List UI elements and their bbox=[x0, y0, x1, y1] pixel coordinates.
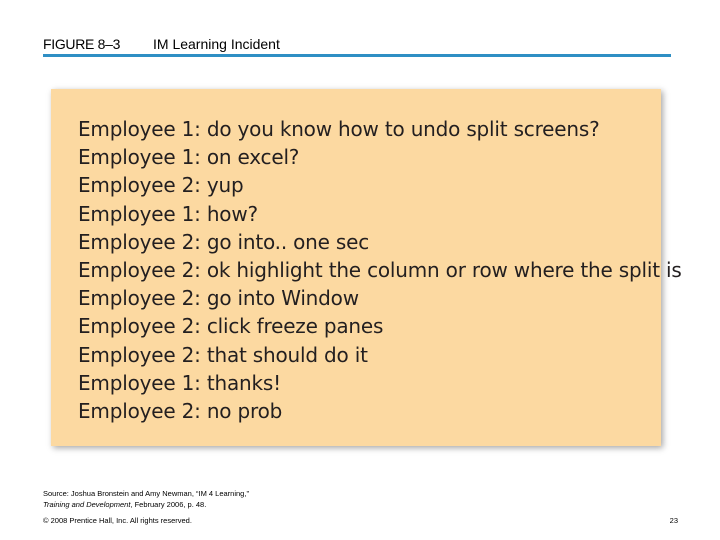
chat-transcript bbox=[78, 115, 682, 425]
source-prefix: Source: Joshua Bronstein and Amy Newman, “IM 4 Learning,” bbox=[43, 489, 249, 498]
page-number: 23 bbox=[669, 516, 678, 525]
im-transcript-panel bbox=[51, 89, 682, 446]
source-citation bbox=[43, 488, 249, 510]
figure-title: IM Learning Incident bbox=[153, 36, 280, 52]
chat-line: Employee 2: go into Window bbox=[78, 286, 359, 311]
chat-line: Employee 2: go into.. one sec bbox=[78, 229, 370, 254]
source-suffix: , February 2006, p. 48. bbox=[130, 500, 207, 509]
chat-line: Employee 2: yup bbox=[78, 173, 244, 198]
header-rule bbox=[43, 54, 671, 57]
chat-line: Employee 1: how? bbox=[78, 201, 258, 226]
source-journal: Training and Development bbox=[43, 500, 131, 509]
chat-line: Employee 2: that should do it bbox=[78, 342, 368, 367]
chat-line: Employee 2: ok highlight the column or row where the split is bbox=[78, 257, 682, 282]
figure-number: FIGURE 8–3 bbox=[43, 36, 121, 52]
chat-line: Employee 2: click freeze panes bbox=[78, 314, 384, 339]
figure-header bbox=[43, 34, 670, 56]
chat-line: Employee 1: do you know how to undo split screens? bbox=[78, 117, 600, 141]
chat-line: Employee 1: on excel? bbox=[78, 145, 300, 170]
copyright-notice: © 2008 Prentice Hall, Inc. All rights reserved. bbox=[43, 516, 192, 525]
chat-line: Employee 1: thanks! bbox=[78, 370, 281, 395]
chat-line: Employee 2: no prob bbox=[78, 398, 283, 423]
